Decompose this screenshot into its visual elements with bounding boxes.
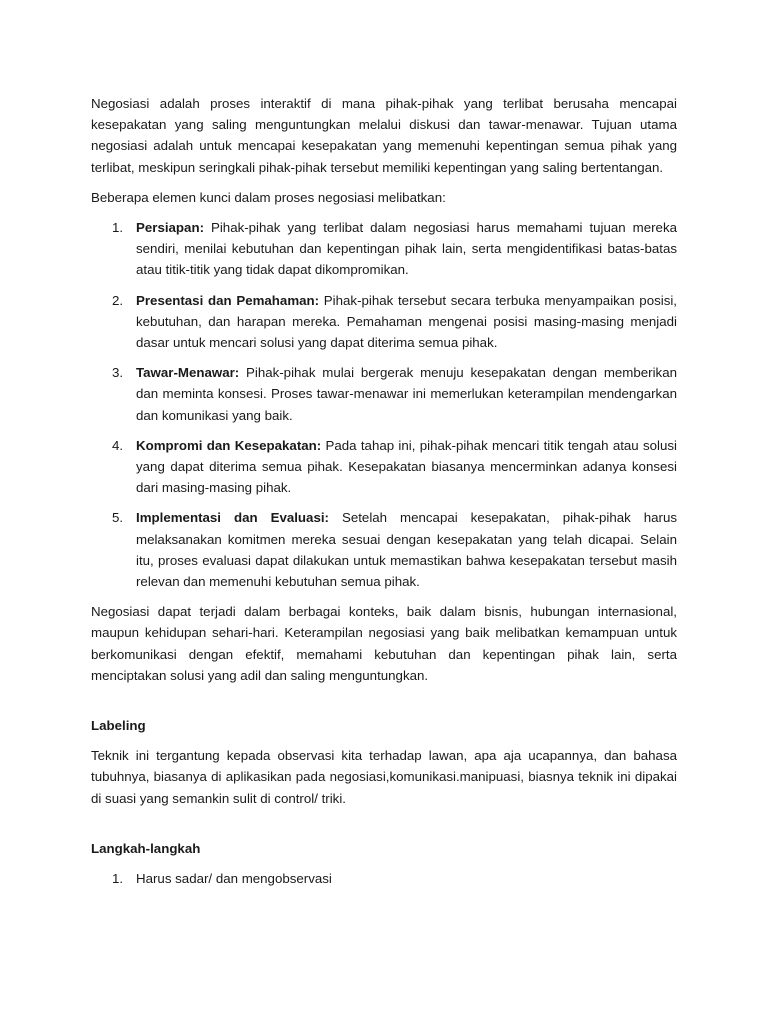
list-text: Harus sadar/ dan mengobservasi <box>136 871 332 887</box>
list-term: Kompromi dan Kesepakatan: <box>136 437 322 453</box>
list-text: Setelah mencapai kesepakatan, pihak-pihak harus melaksanakan komitmen mereka sesuai dengan kesepakatan yang telah dicapai. Selain itu, proses evaluasi dapat dilakukan untuk memastikan bahwa kesepakatan tersebut masih relevan dan memenuhi kebutuhan semua pihak. <box>136 510 678 590</box>
list-item <box>91 868 677 889</box>
intro-paragraph: Negosiasi adalah proses interaktif di mana pihak-pihak yang terlibat berusaha mencapai kesepakatan yang saling menguntungkan melalui diskusi dan tawar-menawar. Tujuan utama negosiasi adalah untuk mencapai kesepakatan yang memenuhi kepentingan semua pihak yang terlibat, meskipun seringkali pihak-pihak tersebut memiliki kepentingan yang saling bertentangan. <box>91 96 677 175</box>
labeling-paragraph: Teknik ini tergantung kepada observasi kita terhadap lawan, apa aja ucapannya, dan bahasa tubuhnya, biasanya di aplikasikan pada negosiasi,komunikasi.manipuasi, biasnya teknik ini dipakai di suasi yang semankin sulit di control/ triki. <box>91 748 677 806</box>
list-item <box>91 507 677 592</box>
list-term: Implementasi dan Evaluasi: <box>136 510 329 526</box>
list-number: 4. <box>112 437 124 453</box>
section-spacer <box>91 695 677 715</box>
list-text: Pihak-pihak yang terlibat dalam negosiasi harus memahami tujuan mereka sendiri, menilai kebutuhan dan kepentingan pihak lain, serta mengidentifikasi batas-batas atau titik-titik yang tidak dapat dikompromikan. <box>136 220 677 278</box>
list-item <box>91 217 677 281</box>
elements-lead-paragraph: Beberapa elemen kunci dalam proses negosiasi melibatkan: <box>91 189 446 205</box>
list-number: 2. <box>112 292 124 308</box>
elements-list <box>91 217 677 592</box>
list-term: Presentasi dan Pemahaman: <box>136 292 320 308</box>
steps-heading: Langkah-langkah <box>91 840 201 856</box>
list-number: 5. <box>112 510 124 526</box>
list-text: Pada tahap ini, pihak-pihak mencari titik tengah atau solusi yang dapat diterima semua pihak. Kesepakatan biasanya mencerminkan adanya konsesi dari masing-masing pihak. <box>136 437 677 496</box>
list-item <box>91 435 677 499</box>
list-item <box>91 362 677 426</box>
list-number: 3. <box>112 365 124 381</box>
steps-list <box>91 868 677 889</box>
labeling-heading: Labeling <box>91 718 146 734</box>
list-number: 1. <box>112 871 124 887</box>
closing-paragraph: Negosiasi dapat terjadi dalam berbagai konteks, baik dalam bisnis, hubungan internasional, maupun kehidupan sehari-hari. Keterampilan negosiasi yang baik melibatkan kemampuan untuk berkomunikasi dengan efektif, memahami kebutuhan dan kepentingan pihak lain, serta menciptakan solusi yang adil dan saling menguntungkan. <box>91 604 677 683</box>
document-page <box>91 93 677 898</box>
list-term: Tawar-Menawar: <box>136 365 240 381</box>
list-item <box>91 290 677 354</box>
list-term: Persiapan: <box>136 220 204 236</box>
list-text: Pihak-pihak mulai bergerak menuju kesepakatan dengan memberikan dan meminta konsesi. Proses tawar-menawar ini memerlukan keterampilan mendengarkan dan komunikasi yang baik. <box>136 365 677 423</box>
list-number: 1. <box>112 220 124 236</box>
list-text: Pihak-pihak tersebut secara terbuka menyampaikan posisi, kebutuhan, dan harapan mereka. Pemahaman mengenai posisi masing-masing menjadi dasar untuk mencari solusi yang dapat diterima semua pihak. <box>136 292 677 351</box>
section-spacer <box>91 818 677 838</box>
